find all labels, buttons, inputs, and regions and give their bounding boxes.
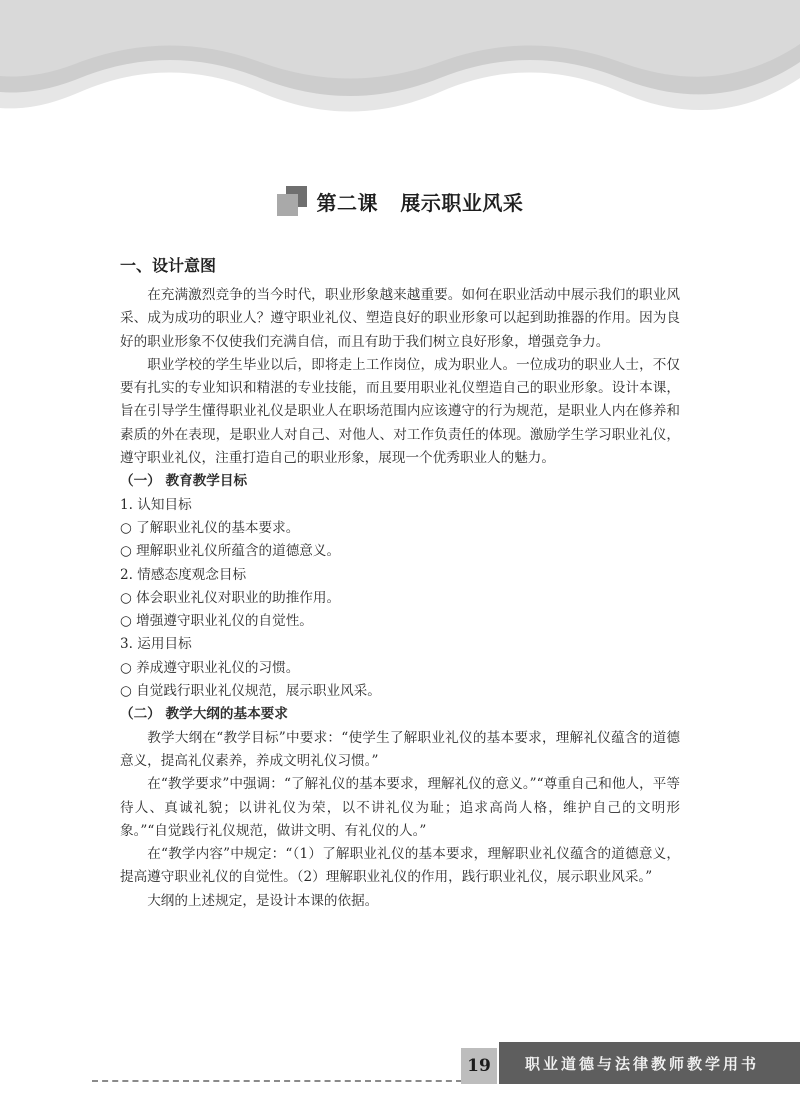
book-title-bar <box>499 1042 800 1084</box>
paragraph: 在“教学要求”中强调：“了解礼仪的基本要求，理解礼仪的意义。”“尊重自己和他人，平等待人、真诚礼貌；以讲礼仪为荣，以不讲礼仪为耻；追求高尚人格，维护自己的文明形象。”“自觉践行礼仪规范，做讲文明、有礼仪的人。” <box>120 776 680 839</box>
footer-dashed-line <box>92 1080 462 1082</box>
list-item: 1. 认知目标 <box>120 496 192 513</box>
lesson-title <box>0 186 800 216</box>
paragraph: 大纲的上述规定，是设计本课的依据。 <box>147 892 379 909</box>
lesson-title-text: 第二课 展示职业风采 <box>316 190 524 215</box>
list-item: ○ 养成遵守职业礼仪的习惯。 <box>120 659 300 676</box>
page-number: 19 <box>461 1048 497 1084</box>
list-item: ○ 了解职业礼仪的基本要求。 <box>120 519 300 536</box>
decorative-wave-header <box>0 0 800 140</box>
list-item: 3. 运用目标 <box>120 636 192 653</box>
paragraph: 职业学校的学生毕业以后，即将走上工作岗位，成为职业人。一位成功的职业人士，不仅要有扎实的专业知识和精湛的专业技能，而且要用职业礼仪塑造自己的职业形象。设计本课，旨在引导学生懂得职业礼仪是职业人在职场范围内应该遵守的行为规范，是职业人内在修养和素质的外在表现，是职业人对自己、对他人、对工作负责任的体现。激励学生学习职业礼仪，遵守职业礼仪，注重打造自己的职业形象，展现一个优秀职业人的魅力。 <box>120 356 680 467</box>
list-item: ○ 增强遵守职业礼仪的自觉性。 <box>120 613 313 630</box>
main-content <box>120 252 680 913</box>
paragraph: 在充满激烈竞争的当今时代，职业形象越来越重要。如何在职业活动中展示我们的职业风采、成为成功的职业人？遵守职业礼仪、塑造良好的职业形象可以起到助推器的作用。因为良好的职业形象不仅使我们充满自信，而且有助于我们树立良好形象，增强竞争力。 <box>120 287 680 350</box>
paragraph: 教学大纲在“教学目标”中要求：“使学生了解职业礼仪的基本要求，理解礼仪蕴含的道德意义，提高礼仪素养，养成文明礼仪习惯。” <box>120 729 680 769</box>
title-square-icon <box>277 186 307 216</box>
book-title: 职业道德与法律教师教学用书 <box>525 1054 760 1073</box>
list-item: 2. 情感态度观念目标 <box>120 566 247 583</box>
list-item: ○ 自觉践行职业礼仪规范，展示职业风采。 <box>120 683 381 700</box>
subsection-heading: （一） 教育教学目标 <box>120 473 248 490</box>
paragraph: 在“教学内容”中规定：“（1）了解职业礼仪的基本要求，理解职业礼仪蕴含的道德意义，提高遵守职业礼仪的自觉性。（2）理解职业礼仪的作用，践行职业礼仪，展示职业风采。” <box>120 846 680 886</box>
section-heading: 一、设计意图 <box>120 256 217 275</box>
list-item: ○ 体会职业礼仪对职业的助推作用。 <box>120 589 341 606</box>
subsection-heading: （二） 教学大纲的基本要求 <box>120 706 288 723</box>
list-item: ○ 理解职业礼仪所蕴含的道德意义。 <box>120 543 341 560</box>
